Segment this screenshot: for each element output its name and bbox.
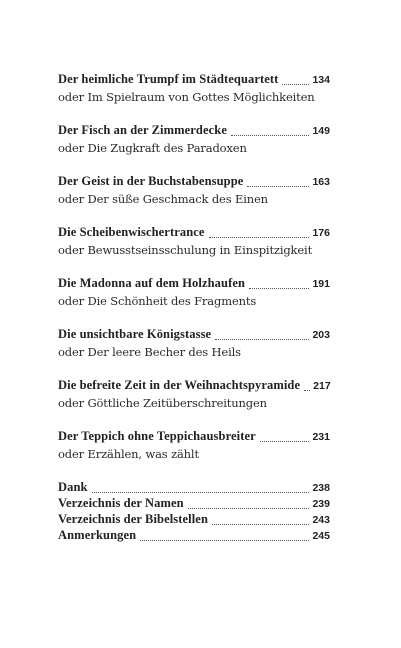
page-number: 134 — [312, 74, 330, 86]
back-matter-title: Verzeichnis der Namen — [58, 496, 184, 510]
page-number: 243 — [312, 514, 330, 526]
toc-entry-line — [58, 72, 330, 89]
dot-leader — [249, 288, 309, 289]
page-number: 245 — [312, 530, 330, 542]
table-of-contents — [58, 72, 330, 544]
toc-entry[interactable] — [58, 174, 330, 208]
toc-entry[interactable] — [58, 123, 330, 157]
toc-entry-line — [58, 276, 330, 293]
dot-leader — [188, 508, 310, 509]
chapter-subtitle: oder Die Zugkraft des Paradoxen — [58, 141, 247, 155]
chapter-title: Der Fisch an der Zimmerdecke — [58, 123, 227, 137]
chapter-title: Der Teppich ohne Teppichausbreiter — [58, 429, 256, 443]
chapter-subtitle: oder Erzählen, was zählt — [58, 447, 199, 461]
page-number: 203 — [312, 329, 330, 341]
dot-leader — [231, 135, 309, 136]
toc-entry[interactable] — [58, 276, 330, 310]
chapter-subtitle: oder Der süße Geschmack des Einen — [58, 192, 268, 206]
dot-leader — [209, 237, 310, 238]
chapter-title: Die befreite Zeit in der Weihnachtspyramide — [58, 378, 301, 392]
toc-entry[interactable] — [58, 378, 330, 412]
chapter-title: Die Madonna auf dem Holzhaufen — [58, 276, 246, 290]
back-matter-entry[interactable] — [58, 496, 330, 512]
toc-entry-line — [58, 429, 330, 446]
toc-entry[interactable] — [58, 327, 330, 361]
dot-leader — [212, 524, 309, 525]
chapter-title: Der heimliche Trumpf im Städtequartett — [58, 72, 279, 86]
toc-entry-line — [58, 123, 330, 140]
dot-leader — [282, 84, 309, 85]
toc-entry-line — [58, 225, 330, 242]
toc-entry[interactable] — [58, 429, 330, 463]
dot-leader — [260, 441, 310, 442]
chapter-title: Die unsichtbare Königstasse — [58, 327, 212, 341]
chapter-subtitle: oder Göttliche Zeitüberschreitungen — [58, 396, 267, 410]
chapter-title: Die Scheibenwischertrance — [58, 225, 205, 239]
page-number: 238 — [312, 482, 330, 494]
page-number: 239 — [312, 498, 330, 510]
back-matter-title: Verzeichnis der Bibelstellen — [58, 512, 209, 526]
dot-leader — [304, 390, 310, 391]
back-matter-entry[interactable] — [58, 480, 330, 496]
toc-entry-line — [58, 174, 330, 191]
chapter-subtitle: oder Im Spielraum von Gottes Möglichkeiten — [58, 90, 315, 104]
back-matter-entry[interactable] — [58, 528, 330, 544]
page-number: 217 — [313, 380, 331, 392]
toc-entry[interactable] — [58, 72, 330, 106]
chapter-subtitle: oder Die Schönheit des Fragments — [58, 294, 257, 308]
dot-leader — [140, 540, 309, 541]
page-number: 231 — [312, 431, 330, 443]
chapter-title: Der Geist in der Buchstabensuppe — [58, 174, 244, 188]
dot-leader — [247, 186, 309, 187]
dot-leader — [215, 339, 309, 340]
toc-entry-line — [58, 327, 330, 344]
toc-entry[interactable] — [58, 225, 330, 259]
page-number: 163 — [312, 176, 330, 188]
page-number: 149 — [312, 125, 330, 137]
back-matter-title: Dank — [58, 480, 88, 494]
page-number: 176 — [312, 227, 330, 239]
chapter-subtitle: oder Bewusstseinsschulung in Einspitzigkeit — [58, 243, 313, 257]
page-number: 191 — [312, 278, 330, 290]
back-matter-title: Anmerkungen — [58, 528, 137, 542]
back-matter-list — [58, 480, 330, 544]
chapter-subtitle: oder Der leere Becher des Heils — [58, 345, 241, 359]
toc-entry-line — [58, 378, 330, 395]
back-matter-entry[interactable] — [58, 512, 330, 528]
dot-leader — [92, 492, 310, 493]
